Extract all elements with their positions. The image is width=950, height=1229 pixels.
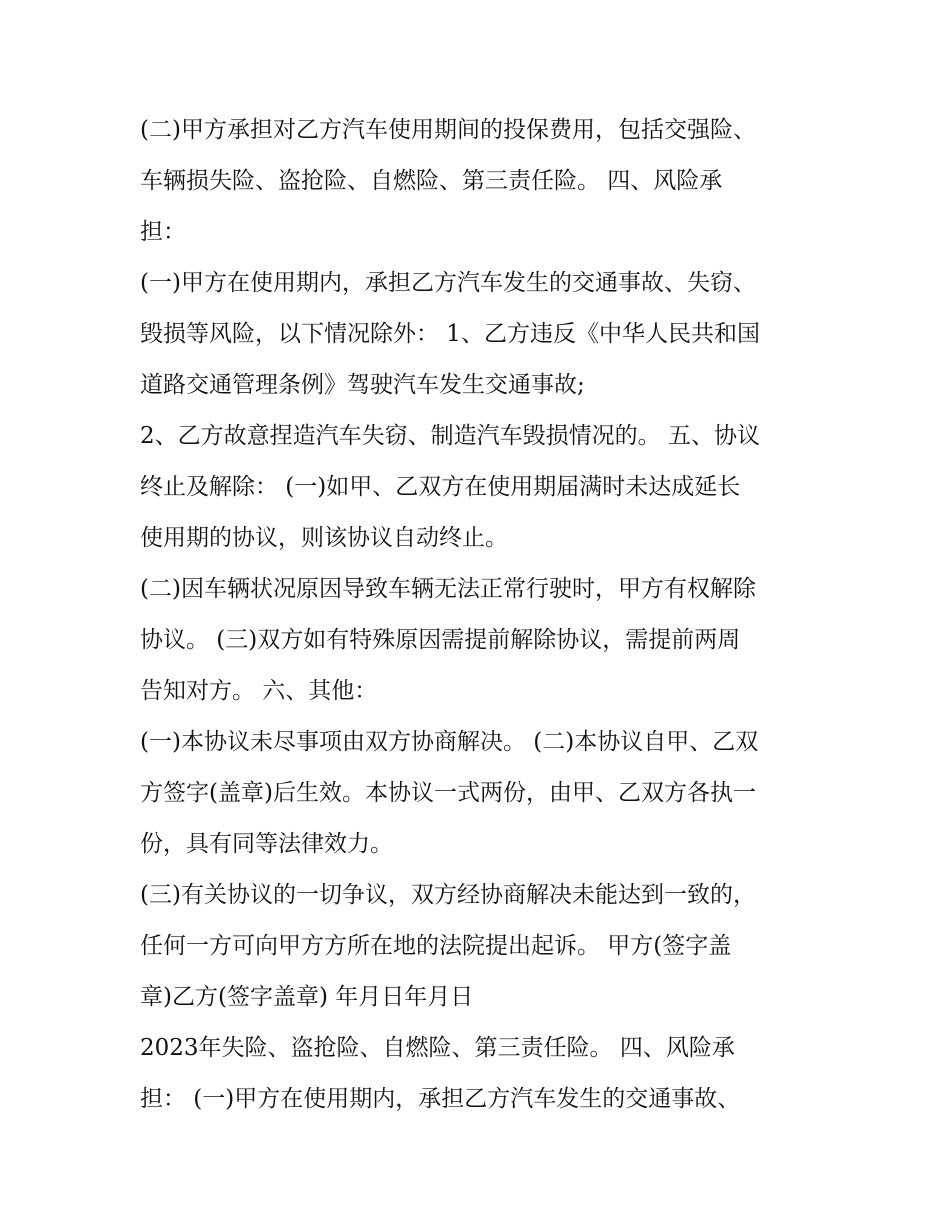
text-line: (三)有关协议的一切争议，双方经协商解决未能达到一致的， — [140, 882, 756, 908]
text-line: 使用期的协议，则该协议自动终止。 — [140, 525, 508, 551]
text-line: 担： (一)甲方在使用期内，承担乙方汽车发生的交通事故、 — [140, 1086, 741, 1112]
text-line: (二)甲方承担对乙方汽车使用期间的投保费用，包括交强险、 — [140, 117, 756, 143]
text-line: (二)因车辆状况原因导致车辆无法正常行驶时，甲方有权解除 — [140, 576, 756, 602]
text-line: 2023年失险、盗抢险、自燃险、第三责任险。 四、风险承 — [140, 1035, 735, 1061]
text-line: 终止及解除： (一)如甲、乙双方在使用期届满时未达成延长 — [140, 474, 741, 500]
text-line: (一)本协议未尽事项由双方协商解决。 (二)本协议自甲、乙双 — [140, 729, 759, 755]
text-line: 份，具有同等法律效力。 — [140, 831, 393, 857]
text-line: 2、乙方故意捏造汽车失窃、制造汽车毁损情况的。 五、协议 — [140, 423, 760, 449]
text-line: 车辆损失险、盗抢险、自燃险、第三责任险。 四、风险承 — [140, 168, 723, 194]
document-body — [140, 105, 820, 1125]
text-line: 担： — [140, 219, 186, 245]
text-line: 道路交通管理条例》驾驶汽车发生交通事故; — [140, 372, 585, 398]
text-line: 告知对方。 六、其他： — [140, 678, 378, 704]
text-line: 任何一方可向甲方方所在地的法院提出起诉。 甲方(签字盖 — [140, 933, 732, 959]
text-line: 毁损等风险，以下情况除外： 1、乙方违反《中华人民共和国 — [140, 321, 760, 347]
text-line: 章)乙方(签字盖章) 年月日年月日 — [140, 984, 474, 1010]
text-line: 方签字(盖章)后生效。本协议一式两份，由甲、乙双方各执一 — [140, 780, 756, 806]
text-line: 协议。 (三)双方如有特殊原因需提前解除协议，需提前两周 — [140, 627, 741, 653]
text-line: (一)甲方在使用期内，承担乙方汽车发生的交通事故、失窃、 — [140, 270, 756, 296]
